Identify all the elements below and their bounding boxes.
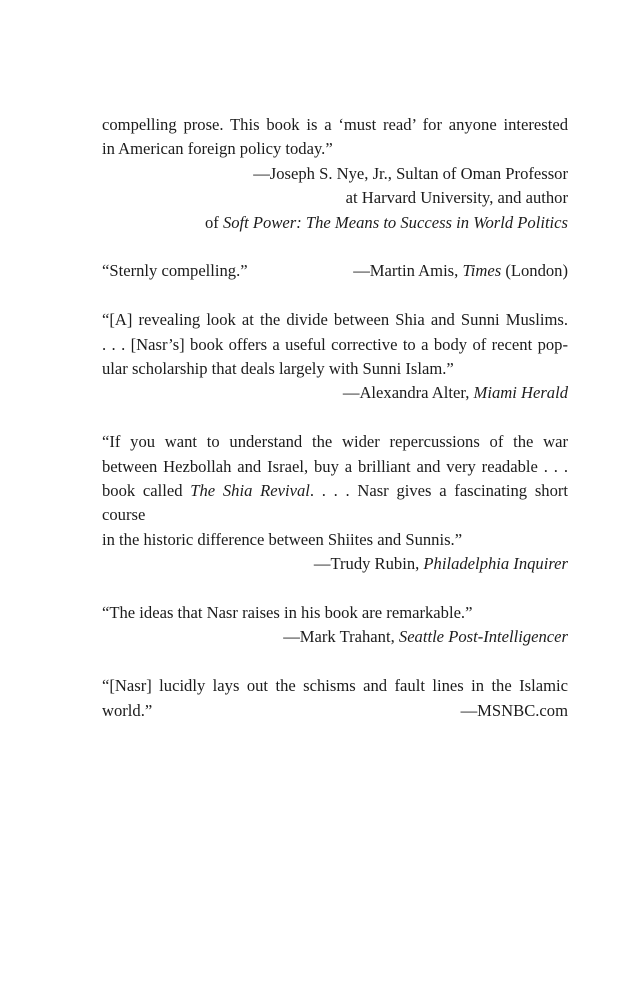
blurb-alter-line2: . . . [Nasr’s] book offers a useful corrective to a body of recent pop- (102, 334, 568, 354)
publication-title: Philadelphia Inquirer (423, 554, 568, 574)
blurb-nye (102, 113, 568, 235)
blurb-rubin-line1: “If you want to understand the wider repercussions of the war (102, 432, 568, 452)
blurb-nye-attribution-2: at Harvard University, and author (345, 188, 568, 208)
blurb-amis-quote: “Sternly compelling.” (102, 261, 248, 281)
blurb-msnbc-line2: world.” (102, 700, 153, 720)
publication-title: Times (462, 261, 502, 281)
attribution-suffix: (London) (501, 261, 568, 281)
line-prefix: book called (102, 481, 191, 501)
book-title: The Shia Revival (190, 481, 310, 501)
blurb-msnbc-line1: “[Nasr] lucidly lays out the schisms and fault lines in the Islamic (102, 676, 568, 696)
blurb-trahant-attribution (102, 625, 568, 649)
line-suffix: . . . . Nasr gives a fascinating short course (102, 481, 569, 525)
blurb-nye-line1: compelling prose. This book is a ‘must read’ for anyone interested (102, 115, 568, 134)
blurb-nye-line2: in American foreign policy today.” (102, 139, 333, 159)
blurb-alter (102, 308, 568, 406)
blurb-rubin-line2: between Hezbollah and Israel, buy a brilliant and very readable . . . (102, 456, 568, 476)
blurb-nye-attribution-3 (102, 211, 568, 235)
publication-title: Miami Herald (473, 383, 568, 403)
book-title: Soft Power: The Means to Success in World Politics (222, 212, 568, 232)
blurb-rubin-attribution (102, 552, 568, 576)
attribution-prefix: —Alexandra Alter, (342, 383, 474, 403)
blurb-msnbc-last-row (102, 699, 568, 723)
blurb-nye-attribution-1: —Joseph S. Nye, Jr., Sultan of Oman Professor (253, 163, 568, 183)
blurb-rubin-line3 (102, 479, 568, 528)
attribution-prefix: —Trudy Rubin, (313, 554, 424, 574)
blurb-msnbc-attribution: —MSNBC.com (460, 700, 568, 720)
attribution-prefix: of (204, 212, 223, 232)
attribution-prefix: —Martin Amis, (353, 261, 463, 281)
blurb-alter-line1: “[A] revealing look at the divide between Shia and Sunni Muslims. (102, 310, 568, 330)
blurb-rubin-line4: in the historic difference between Shiites and Sunnis.” (102, 529, 463, 549)
blurbs-page (102, 113, 568, 723)
blurb-rubin (102, 430, 568, 576)
blurb-trahant (102, 601, 568, 650)
blurb-msnbc (102, 674, 568, 723)
blurb-amis-attribution (353, 259, 568, 283)
blurb-alter-line3: ular scholarship that deals largely with Sunni Islam.” (102, 359, 454, 379)
blurb-amis (102, 259, 568, 283)
blurb-alter-attribution (102, 381, 568, 405)
attribution-prefix: —Mark Trahant, (283, 627, 399, 647)
publication-title: Seattle Post-Intelligencer (398, 627, 568, 647)
blurb-trahant-quote: “The ideas that Nasr raises in his book are remarkable.” (102, 603, 473, 623)
